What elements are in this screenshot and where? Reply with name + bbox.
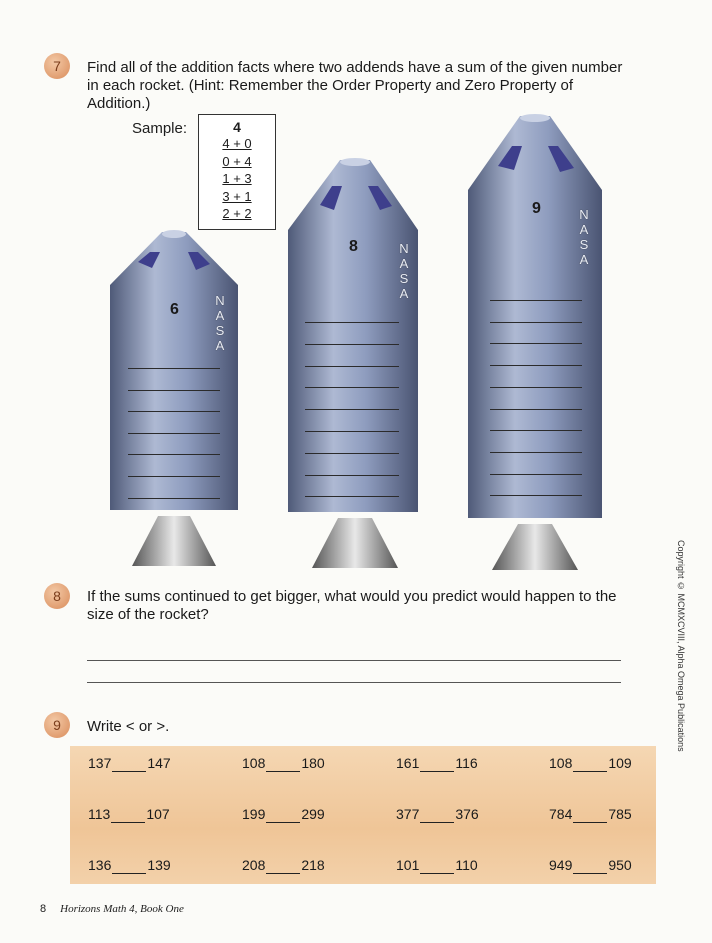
rocket-8-sum: 8 <box>349 238 358 255</box>
left-number: 113 <box>88 806 111 822</box>
answer-line[interactable] <box>490 387 582 388</box>
answer-line[interactable] <box>128 433 220 434</box>
left-number: 199 <box>242 806 266 822</box>
rocket-9-sum: 9 <box>532 200 541 217</box>
answer-line[interactable] <box>490 322 582 323</box>
left-number: 377 <box>396 806 420 822</box>
answer-line[interactable] <box>305 496 399 497</box>
comparison-blank[interactable] <box>266 806 300 823</box>
comparison-item <box>549 857 632 874</box>
comparison-item <box>88 755 171 772</box>
answer-line[interactable] <box>305 387 399 388</box>
answer-line[interactable] <box>305 366 399 367</box>
rocket-8 <box>288 158 418 568</box>
rocket-8-nasa-label: N A S A <box>399 241 409 301</box>
comparison-item <box>88 857 171 874</box>
answer-line[interactable] <box>128 390 220 391</box>
left-number: 784 <box>549 806 573 822</box>
answer-line[interactable] <box>305 475 399 476</box>
answer-line[interactable] <box>128 368 220 369</box>
question-8-number: 8 <box>44 583 70 609</box>
question-9-text: Write < or >. <box>87 718 170 735</box>
page-number: 8 <box>40 903 47 915</box>
rocket-6-sum: 6 <box>170 301 179 318</box>
answer-line[interactable] <box>490 300 582 301</box>
comparison-item <box>242 806 325 823</box>
right-number: 218 <box>301 857 325 873</box>
left-number: 161 <box>396 755 420 771</box>
rocket-6-nasa-label: N A S A <box>215 293 225 353</box>
comparison-blank[interactable] <box>111 806 145 823</box>
left-number: 101 <box>396 857 420 873</box>
answer-line[interactable] <box>87 660 621 661</box>
question-9-number: 9 <box>44 712 70 738</box>
answer-line[interactable] <box>305 431 399 432</box>
sample-label: Sample: <box>132 120 188 137</box>
comparison-blank[interactable] <box>266 755 300 772</box>
comparison-blank[interactable] <box>112 857 146 874</box>
sample-fact: 4 + 0 <box>222 136 252 151</box>
comparison-item <box>549 806 632 823</box>
left-number: 108 <box>242 755 266 771</box>
answer-line[interactable] <box>305 344 399 345</box>
answer-line[interactable] <box>128 411 220 412</box>
right-number: 299 <box>301 806 325 822</box>
answer-line[interactable] <box>87 682 621 683</box>
sample-fact: 3 + 1 <box>222 188 252 204</box>
comparison-blank[interactable] <box>112 755 146 772</box>
comparison-blank[interactable] <box>573 755 607 772</box>
right-number: 376 <box>455 806 479 822</box>
page-footer <box>40 903 184 915</box>
comparison-item <box>549 755 632 772</box>
answer-line[interactable] <box>128 476 220 477</box>
comparison-blank[interactable] <box>266 857 300 874</box>
book-title: Horizons Math 4, Book One <box>60 903 184 915</box>
rocket-9 <box>468 114 602 570</box>
sample-sum: 4 <box>233 119 241 135</box>
comparison-blank[interactable] <box>573 806 607 823</box>
answer-line[interactable] <box>490 430 582 431</box>
rocket-9-nasa-label: N A S A <box>579 207 589 267</box>
right-number: 107 <box>146 806 170 822</box>
right-number: 180 <box>301 755 325 771</box>
right-number: 785 <box>608 806 632 822</box>
comparison-item <box>396 755 478 772</box>
sample-fact: 0 + 4 <box>222 153 252 169</box>
copyright-notice: Copyright © MCMXCVIII, Alpha Omega Publications <box>676 540 686 752</box>
left-number: 949 <box>549 857 573 873</box>
right-number: 147 <box>147 755 171 771</box>
sample-fact: 1 + 3 <box>222 171 252 186</box>
comparison-item <box>396 857 478 874</box>
question-7-number: 7 <box>44 53 70 79</box>
comparison-blank[interactable] <box>420 857 454 874</box>
answer-line[interactable] <box>305 453 399 454</box>
right-number: 110 <box>455 857 478 873</box>
right-number: 950 <box>608 857 632 873</box>
question-8-line1: If the sums continued to get bigger, what would you predict would happen to the <box>87 588 617 605</box>
comparison-item <box>396 806 479 823</box>
left-number: 137 <box>88 755 112 771</box>
comparison-item <box>242 755 325 772</box>
comparison-item <box>242 857 325 874</box>
right-number: 109 <box>608 755 632 771</box>
right-number: 139 <box>147 857 171 873</box>
question-7-line2: in each rocket. (Hint: Remember the Order Property and Zero Property of <box>87 77 574 94</box>
question-8-line2: size of the rocket? <box>87 606 209 623</box>
left-number: 136 <box>88 857 112 873</box>
left-number: 208 <box>242 857 266 873</box>
question-7-line1: Find all of the addition facts where two addends have a sum of the given number <box>87 59 623 76</box>
comparison-blank[interactable] <box>420 755 454 772</box>
comparison-blank[interactable] <box>420 806 454 823</box>
rocket-6 <box>110 230 238 566</box>
answer-line[interactable] <box>128 498 220 499</box>
answer-line[interactable] <box>490 409 582 410</box>
answer-line[interactable] <box>490 452 582 453</box>
comparison-blank[interactable] <box>573 857 607 874</box>
left-number: 108 <box>549 755 573 771</box>
sample-fact: 2 + 2 <box>222 206 252 221</box>
right-number: 116 <box>455 755 478 771</box>
answer-line[interactable] <box>490 474 582 475</box>
question-7-line3: Addition.) <box>87 95 151 112</box>
answer-line[interactable] <box>490 343 582 344</box>
answer-line[interactable] <box>305 322 399 323</box>
answer-line[interactable] <box>305 409 399 410</box>
answer-line[interactable] <box>128 454 220 455</box>
answer-line[interactable] <box>490 365 582 366</box>
answer-line[interactable] <box>490 495 582 496</box>
comparison-item <box>88 806 170 823</box>
